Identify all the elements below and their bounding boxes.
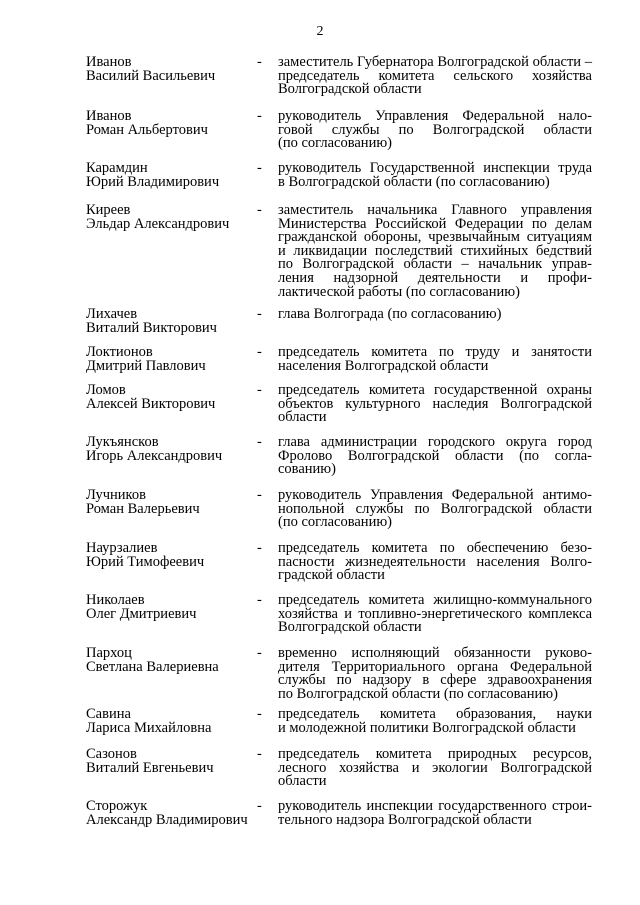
member-position — [278, 594, 592, 635]
separator-dash: - — [257, 108, 262, 124]
member-position — [278, 436, 592, 477]
member-name — [86, 748, 256, 775]
member-given-names: Виталий Викторович — [86, 319, 217, 336]
position-line: глава администрации городского округа город — [278, 434, 592, 450]
member-name — [86, 542, 256, 569]
position-line: руководитель Управления Федеральной антимо- — [278, 487, 592, 503]
position-line: по Волгоградской области (по согласованию) — [278, 685, 558, 702]
member-surname: Наурзалиев — [86, 540, 158, 556]
member-name — [86, 647, 256, 674]
member-surname: Лучников — [86, 487, 146, 503]
member-name — [86, 800, 256, 827]
member-name — [86, 346, 256, 373]
member-name — [86, 204, 256, 231]
member-surname: Лукъянсков — [86, 434, 159, 450]
position-line: области — [278, 409, 327, 426]
separator-dash: - — [257, 54, 262, 70]
member-surname: Лихачев — [86, 306, 138, 322]
position-line: председатель комитета образования, науки — [278, 706, 592, 722]
position-line: ления надзорной деятельности и профи- — [278, 269, 592, 286]
separator-dash: - — [257, 798, 262, 814]
position-line: объектов культурного наследия Волгоградской — [278, 395, 592, 412]
position-line: Волгоградской области — [278, 81, 422, 98]
position-line: заместитель Губернатора Волгоградской области – — [278, 54, 592, 70]
member-position — [278, 748, 592, 789]
member-position — [278, 542, 592, 583]
member-given-names: Дмитрий Павлович — [86, 357, 206, 374]
separator-dash: - — [257, 160, 262, 176]
separator-dash: - — [257, 344, 262, 360]
member-surname: Киреев — [86, 202, 131, 218]
member-surname: Локтионов — [86, 344, 153, 360]
position-line: Волгоградской области — [278, 619, 422, 636]
member-position — [278, 384, 592, 425]
position-line: председатель комитета по труду и занятости — [278, 344, 592, 360]
separator-dash: - — [257, 487, 262, 503]
separator-dash: - — [257, 434, 262, 450]
position-line: градской области — [278, 567, 385, 584]
position-line: гражданской обороны, чрезвычайным ситуациям — [278, 229, 592, 246]
member-surname: Сазонов — [86, 746, 137, 762]
position-line: председатель комитета природных ресурсов, — [278, 746, 592, 762]
member-name — [86, 56, 256, 83]
separator-dash: - — [257, 706, 262, 722]
position-line: председатель комитета по обеспечению безо- — [278, 540, 592, 556]
member-position — [278, 489, 592, 530]
member-given-names: Светлана Валериевна — [86, 658, 219, 675]
position-line: и молодежной политики Волгоградской области — [278, 719, 576, 736]
member-name — [86, 110, 256, 137]
member-surname: Ломов — [86, 382, 126, 398]
separator-dash: - — [257, 202, 262, 218]
member-position — [278, 346, 592, 373]
member-name — [86, 384, 256, 411]
position-line: руководитель Государственной инспекции труда — [278, 160, 592, 176]
position-line: председатель комитета государственной охраны — [278, 382, 592, 398]
member-surname: Пархоц — [86, 645, 132, 661]
position-line: лесного хозяйства и экологии Волгоградской — [278, 759, 592, 776]
position-line: в Волгоградской области (по согласованию) — [278, 173, 550, 190]
position-line: глава Волгограда (по согласованию) — [278, 306, 502, 322]
member-name — [86, 308, 256, 335]
member-given-names: Василий Васильевич — [86, 67, 216, 84]
member-surname: Иванов — [86, 54, 132, 70]
member-surname: Сторожук — [86, 798, 148, 814]
position-line: временно исполняющий обязанности руково- — [278, 645, 592, 661]
member-surname: Савина — [86, 706, 131, 722]
separator-dash: - — [257, 306, 262, 322]
member-given-names: Александр Владимирович — [86, 811, 248, 828]
separator-dash: - — [257, 592, 262, 608]
member-given-names: Олег Дмитриевич — [86, 605, 197, 622]
separator-dash: - — [257, 746, 262, 762]
member-name — [86, 708, 256, 735]
member-surname: Карамдин — [86, 160, 148, 176]
member-name — [86, 436, 256, 463]
position-line: и ликвидации последствий стихийных бедствий — [278, 242, 592, 259]
position-line: говой службы по Волгоградской области — [278, 121, 592, 138]
position-line: (по согласованию) — [278, 514, 392, 531]
position-line: Министерства Российской Федерации по делам — [278, 215, 592, 232]
member-position — [278, 647, 592, 701]
member-position — [278, 56, 592, 97]
position-line: лактической работы (по согласованию) — [278, 283, 520, 300]
member-given-names: Эльдар Александрович — [86, 215, 230, 232]
member-given-names: Роман Валерьевич — [86, 500, 200, 517]
member-given-names: Алексей Викторович — [86, 395, 216, 412]
position-line: Фролово Волгоградской области (по согла- — [278, 447, 592, 464]
member-position — [278, 162, 592, 189]
member-position — [278, 308, 592, 322]
member-position — [278, 110, 592, 151]
separator-dash: - — [257, 645, 262, 661]
page-number: 2 — [316, 24, 324, 39]
position-line: тельного надзора Волгоградской области — [278, 811, 532, 828]
member-position — [278, 800, 592, 827]
separator-dash: - — [257, 540, 262, 556]
member-surname: Николаев — [86, 592, 145, 608]
position-line: сованию) — [278, 461, 336, 478]
member-position — [278, 708, 592, 735]
member-name — [86, 162, 256, 189]
position-line: руководитель инспекции государственного строи- — [278, 798, 592, 814]
position-line: по Волгоградской области – начальник управ- — [278, 256, 592, 273]
position-line: населения Волгоградской области — [278, 357, 489, 374]
position-line: хозяйства и топливно-энергетического комплекса — [278, 605, 592, 622]
position-line: области — [278, 773, 327, 790]
position-line: председатель комитета жилищно-коммунального — [278, 592, 592, 608]
position-line: председатель комитета сельского хозяйства — [278, 67, 592, 84]
member-given-names: Роман Альбертович — [86, 121, 208, 138]
member-surname: Иванов — [86, 108, 132, 124]
member-given-names: Игорь Александрович — [86, 447, 223, 464]
member-given-names: Лариса Михайловна — [86, 719, 212, 736]
member-given-names: Виталий Евгеньевич — [86, 759, 214, 776]
position-line: руководитель Управления Федеральной нало- — [278, 108, 592, 124]
position-line: нопольной службы по Волгоградской области — [278, 500, 592, 517]
position-line: заместитель начальника Главного управления — [278, 202, 592, 218]
position-line: дителя Территориального органа Федеральной — [278, 658, 592, 675]
member-position — [278, 204, 592, 299]
member-name — [86, 594, 256, 621]
separator-dash: - — [257, 382, 262, 398]
member-name — [86, 489, 256, 516]
member-given-names: Юрий Владимирович — [86, 173, 220, 190]
position-line: службы по надзору в сфере здравоохранения — [278, 672, 592, 689]
position-line: пасности жизнедеятельности населения Волго- — [278, 553, 592, 570]
position-line: (по согласованию) — [278, 135, 392, 152]
member-given-names: Юрий Тимофеевич — [86, 553, 205, 570]
